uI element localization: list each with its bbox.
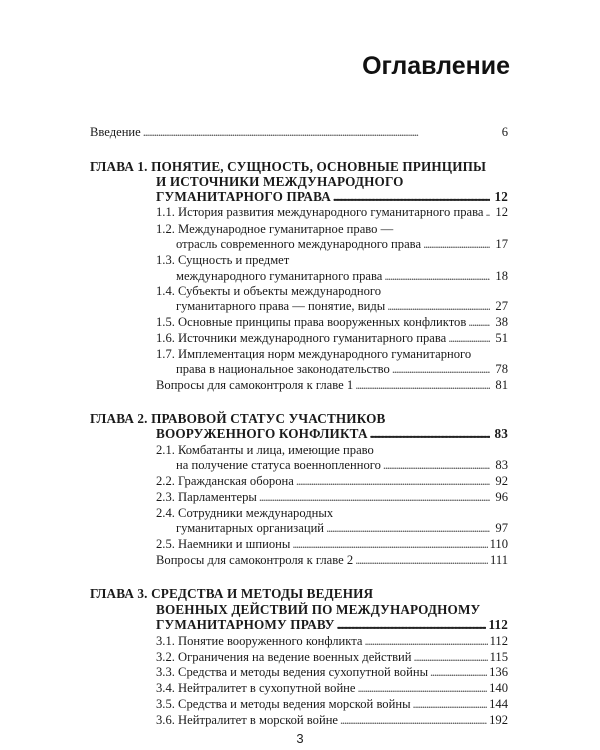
dot-leader	[468, 314, 490, 331]
section-1-7-line-1[interactable]: 1.7. Имплементация норм международного гуманитарного	[156, 347, 472, 361]
section-2-5[interactable]: 2.5. Наемники и шпионы . . . 110	[156, 536, 508, 553]
section-1-4-line-1[interactable]: 1.4. Субъекты и объекты международного	[156, 284, 382, 298]
dot-leader	[392, 361, 490, 378]
section-1-2-line-2[interactable]: отрасль современного международного права . . . 17	[176, 236, 508, 253]
chapter-2-page: 83	[494, 426, 508, 441]
dot-leader	[430, 664, 487, 681]
chapter-3-heading-line-1[interactable]: ГЛАВА 3. СРЕДСТВА И МЕТОДЫ ВЕДЕНИЯ	[90, 586, 374, 601]
section-3-6[interactable]: 3.6. Нейтралитет в морской войне . . . 192	[156, 712, 508, 729]
page-title: Оглавление	[362, 52, 510, 80]
dot-leader	[337, 616, 487, 633]
chapter-3-page: 112	[488, 617, 508, 632]
dot-leader	[383, 457, 490, 474]
dot-leader	[355, 552, 488, 569]
section-1-5[interactable]: 1.5. Основные принципы права вооруженных конфликтов . . . 38	[156, 314, 508, 331]
dot-leader	[358, 680, 488, 697]
section-1-2-line-1[interactable]: 1.2. Международное гуманитарное право —	[156, 222, 394, 236]
dot-leader	[326, 520, 490, 537]
dot-leader	[423, 236, 490, 253]
dot-leader	[364, 633, 487, 650]
review-questions-chapter-1[interactable]: Вопросы для самоконтроля к главе 1 . . . 81	[156, 377, 508, 394]
chapter-1-page: 12	[494, 189, 508, 204]
toc-entry-intro[interactable]	[90, 124, 508, 141]
section-2-4-line-2[interactable]: гуманитарных организаций . . . 97	[176, 520, 508, 537]
chapter-2-heading-line-2[interactable]: ВООРУЖЕННОГО КОНФЛИКТА . . . 83	[156, 425, 508, 442]
chapter-1-heading-line-1[interactable]: ГЛАВА 1. ПОНЯТИЕ, СУЩНОСТЬ, ОСНОВНЫЕ ПРИНЦИПЫ	[90, 159, 487, 174]
dot-leader	[340, 712, 487, 729]
chapter-2-heading-line-1[interactable]: ГЛАВА 2. ПРАВОВОЙ СТАТУС УЧАСТНИКОВ	[90, 411, 386, 426]
section-1-3-line-2[interactable]: международного гуманитарного права . . . 18	[176, 268, 508, 285]
dot-leader	[143, 124, 490, 141]
section-1-3-line-1[interactable]: 1.3. Сущность и предмет	[156, 253, 290, 267]
section-1-7-line-2[interactable]: права в национальное законодательство . . . 78	[176, 361, 508, 378]
section-2-3[interactable]: 2.3. Парламентеры . . . 96	[156, 489, 508, 506]
section-2-1-line-1[interactable]: 2.1. Комбатанты и лица, имеющие право	[156, 443, 374, 457]
section-2-1-line-2[interactable]: на получение статуса военнопленного . . . 83	[176, 457, 508, 474]
chapter-1-heading-line-2[interactable]: И ИСТОЧНИКИ МЕЖДУНАРОДНОГО	[156, 174, 404, 189]
dot-leader	[413, 696, 488, 713]
section-2-4-line-1[interactable]: 2.4. Сотрудники международных	[156, 506, 334, 520]
section-3-3[interactable]: 3.3. Средства и методы ведения сухопутной войны . . . 136	[156, 664, 508, 681]
dot-leader	[259, 489, 490, 506]
dot-leader	[333, 188, 490, 205]
dot-leader	[485, 204, 490, 221]
section-3-1[interactable]: 3.1. Понятие вооруженного конфликта . . . 112	[156, 633, 508, 650]
chapter-3-heading-line-2[interactable]: ВОЕННЫХ ДЕЙСТВИЙ ПО МЕЖДУНАРОДНОМУ	[156, 602, 481, 617]
dot-leader	[355, 377, 490, 394]
dot-leader	[387, 298, 490, 315]
section-2-2[interactable]: 2.2. Гражданская оборона . . . 92	[156, 473, 508, 490]
chapter-1-heading-line-3[interactable]: ГУМАНИТАРНОГО ПРАВА . . . 12	[156, 188, 508, 205]
section-3-4[interactable]: 3.4. Нейтралитет в сухопутной войне . . . 140	[156, 680, 508, 697]
toc-entry-label: Введение	[90, 125, 141, 139]
section-1-6[interactable]: 1.6. Источники международного гуманитарного права . . . 51	[156, 330, 508, 347]
toc-entry-page: 6	[501, 125, 508, 139]
chapter-3-heading-line-3[interactable]: ГУМАНИТАРНОМУ ПРАВУ . . . 112	[156, 616, 508, 633]
page-number: 3	[296, 731, 304, 746]
section-1-1[interactable]: 1.1. История развития международного гуманитарного права . . . 12	[156, 204, 508, 221]
review-questions-chapter-2[interactable]: Вопросы для самоконтроля к главе 2 . . . 111	[90, 552, 508, 569]
dot-leader	[296, 473, 490, 490]
section-1-4-line-2[interactable]: гуманитарного права — понятие, виды . . . 27	[176, 298, 508, 315]
section-3-2[interactable]: 3.2. Ограничения на ведение военных действий . . . 115	[156, 649, 508, 666]
dot-leader	[448, 330, 490, 347]
section-3-5[interactable]: 3.5. Средства и методы ведения морской войны . . . 144	[156, 696, 508, 713]
dot-leader	[370, 425, 490, 442]
dot-leader	[292, 536, 487, 553]
